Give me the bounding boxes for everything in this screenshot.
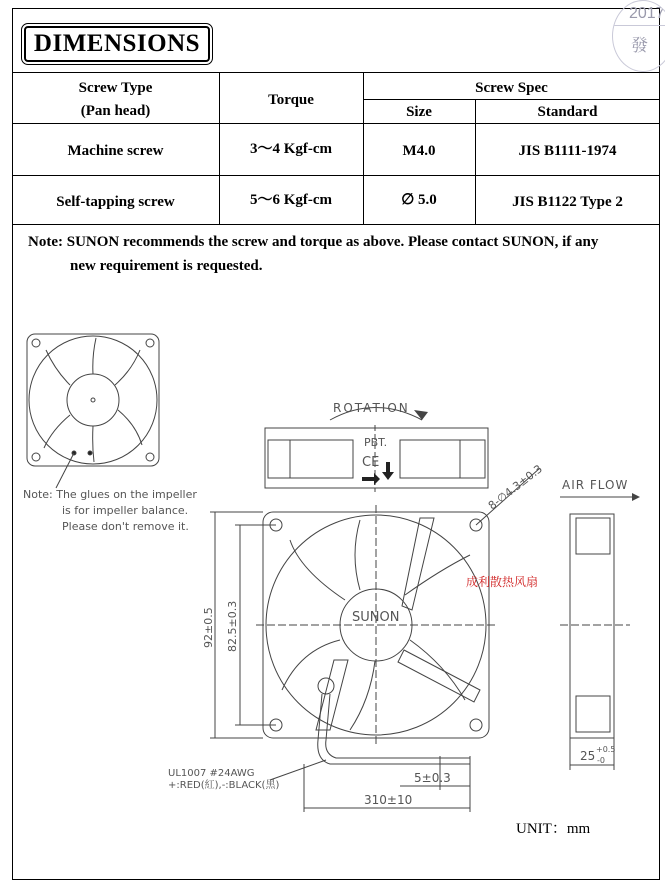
header-screw-spec: Screw Spec [475,80,548,96]
dim-strip: 5±0.3 [414,771,451,785]
glue-note [23,488,197,533]
table-bottom-border [12,224,660,225]
dim-lead: 310±10 [364,793,413,807]
lead-wires [168,694,470,812]
air-flow-label: AIR FLOW [562,478,629,492]
stamp-char: 發 [631,36,648,55]
page-title: DIMENSIONS [24,26,210,62]
row2-torque: 5～6 Kgf-cm [249,192,333,208]
dim-depth-tol-minus: -0 [597,756,605,765]
dim-depth: 25 [580,749,596,763]
dim-depth-tol-plus: +0.5 [596,745,616,754]
top-side-view [265,425,488,492]
stamp-year: 2017 [629,5,665,22]
main-fan-front-view [256,505,538,745]
strut-top [402,518,434,610]
note-line-1: Note: SUNON recommends the screw and torque as above. Please contact SUNON, if any [28,234,599,250]
fan-dimension-drawing [0,300,665,880]
rotation-label: ROTATION [333,401,410,415]
row2-type: Self-tapping screw [56,194,175,210]
small-fan-view [27,334,159,488]
glue-note-line-3: Please don't remove it. [62,520,189,533]
row2-standard: JIS B1122 Type 2 [512,194,623,210]
dim-outer: 92±0.5 [202,607,215,648]
strut-bottom [316,660,348,730]
header-torque: Torque [268,92,314,108]
pbt-label: PBT. [364,436,388,449]
unit-label: UNIT：mm [516,821,591,837]
flow-arrow-icon [362,473,380,485]
header-screw-type: Screw Type (Pan head) [78,80,153,119]
air-flow-arrow-icon [632,493,640,501]
row1-standard: JIS B1111-1974 [518,143,617,159]
strut-right [398,650,480,702]
dim-inner: 82.5±0.3 [226,600,239,652]
brand-label: SUNON [352,610,400,625]
rotation-arrowhead [414,410,428,420]
table-top-border [12,72,660,73]
chinese-watermark: 成利散热风扇 [466,575,539,589]
holes-callout: 8-∅4.3±0.3 [485,462,545,513]
wire-colors: +:RED(紅),-:BLACK(黑) [168,780,280,791]
row2-size: ∅ 5.0 [401,192,437,208]
row1-torque: 3～4 Kgf-cm [249,141,333,157]
row-divider [12,175,660,176]
note-line-2: new requirement is requested. [70,258,263,274]
row1-type: Machine screw [67,143,164,159]
wire-spec: UL1007 #24AWG [168,768,255,779]
ce-mark: CE [362,455,380,470]
header-size: Size [406,104,432,120]
header-standard: Standard [537,104,598,120]
screw-note [28,230,653,278]
right-side-view [560,478,640,770]
date-stamp [612,0,665,72]
glue-note-line-1: Note: The glues on the impeller [23,488,197,501]
row1-size: M4.0 [402,143,436,159]
glue-note-line-2: is for impeller balance. [62,504,189,517]
vertical-dimensions [202,512,276,738]
down-arrow-icon [382,462,394,480]
